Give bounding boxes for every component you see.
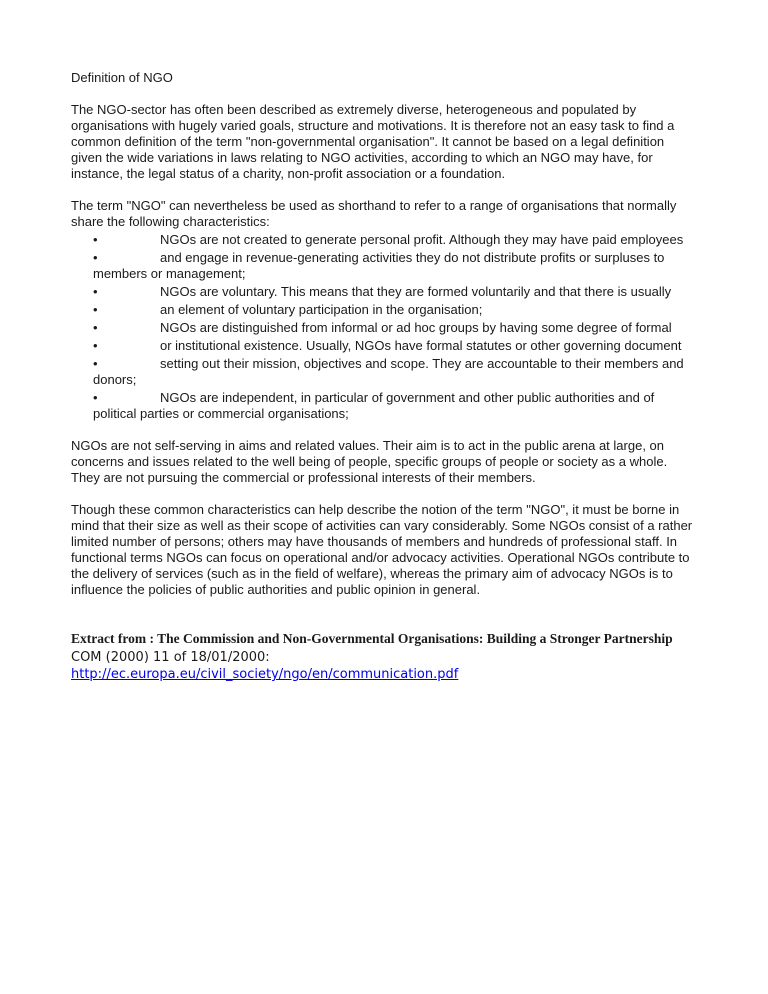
list-item-text: NGOs are independent, in particular of government and other public authorities and of political parties or commercial organisations; [93, 390, 655, 421]
bullet-icon: • [93, 320, 98, 335]
paragraph-diversity: The NGO-sector has often been described as extremely diverse, heterogeneous and populated by organisations with hugely varied goals, structure and motivations. It is therefore not an easy task to find a common definition of the term "non-governmental organisation". It cannot be based on a legal definition given the wide variations in laws relating to NGO activities, according to which an NGO may have, for instance, the legal status of a charity, non-profit association or a foundation. [71, 102, 675, 181]
document-page [71, 70, 696, 683]
citation-link[interactable]: http://ec.europa.eu/civil_society/ngo/en/communication.pdf [71, 667, 459, 682]
list-item-text: NGOs are distinguished from informal or ad hoc groups by having some degree of formal [160, 320, 672, 335]
list-item [93, 390, 696, 422]
list-item-text: or institutional existence. Usually, NGOs have formal statutes or other governing document [160, 338, 682, 353]
list-item-text: NGOs are not created to generate personal profit. Although they may have paid employees [160, 232, 684, 247]
bullet-icon: • [93, 284, 98, 299]
list-item-text: NGOs are voluntary. This means that they are formed voluntarily and that there is usually [160, 284, 672, 299]
bullet-icon: • [93, 356, 98, 371]
bullet-icon: • [93, 302, 98, 317]
citation-reference: COM (2000) 11 of 18/01/2000: [71, 650, 270, 665]
citation-title: Extract from : The Commission and Non-Governmental Organisations: Building a Stronger Partnership [71, 631, 673, 646]
characteristics-list [93, 232, 696, 422]
list-item [93, 250, 696, 282]
list-item [93, 320, 696, 336]
list-item [93, 284, 696, 300]
list-item-text: an element of voluntary participation in the organisation; [160, 302, 483, 317]
list-item [93, 356, 696, 388]
list-item [93, 338, 696, 354]
bullet-icon: • [93, 338, 98, 353]
list-item-text: setting out their mission, objectives and scope. They are accountable to their members and donors; [93, 356, 684, 387]
list-item [93, 302, 696, 318]
bullet-icon: • [93, 232, 98, 247]
paragraph-not-self-serving: NGOs are not self-serving in aims and related values. Their aim is to act in the public arena at large, on concerns and issues related to the well being of people, specific groups of people or society as a whole. They are not pursuing the commercial or professional interests of their members. [71, 438, 668, 485]
paragraph-size-and-scope: Though these common characteristics can help describe the notion of the term "NGO", it must be borne in mind that their size as well as their scope of activities can vary considerably. Some NGOs consist of a rather limited number of persons; others may have thousands of members and hundreds of professional staff. In functional terms NGOs can focus on operational and/or advocacy activities. Operational NGOs contribute to the delivery of services (such as in the field of welfare), whereas the primary aim of advocacy NGOs is to influence the policies of public authorities and public opinion in general. [71, 502, 693, 597]
list-item-text: and engage in revenue-generating activities they do not distribute profits or surpluses to members or management; [93, 250, 665, 281]
source-citation [71, 630, 696, 683]
document-heading: Definition of NGO [71, 70, 173, 85]
bullet-icon: • [93, 250, 98, 265]
paragraph-characteristics-intro: The term "NGO" can nevertheless be used as shorthand to refer to a range of organisations that normally share the following characteristics: [71, 198, 677, 229]
bullet-icon: • [93, 390, 98, 405]
list-item [93, 232, 696, 248]
